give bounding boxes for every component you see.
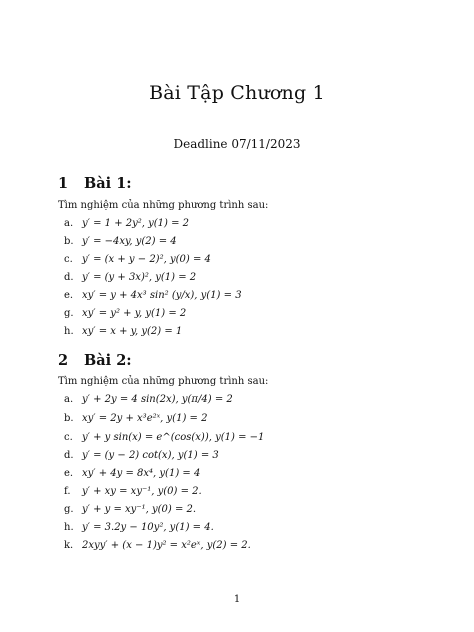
item-label: f. xyxy=(64,486,71,497)
section-number: 2 xyxy=(58,352,69,369)
equation: y′ + y sin(x) = e^(cos(x)), y(1) = −1 xyxy=(82,432,265,443)
equation: y′ = (y + 3x)², y(1) = 2 xyxy=(82,272,197,283)
section-number: 1 xyxy=(58,175,69,192)
equation: xy′ = y + 4x³ sin² (y/x), y(1) = 3 xyxy=(82,290,242,301)
item-label: b. xyxy=(64,236,74,247)
section-1-intro: Tìm nghiệm của những phương trình sau: xyxy=(58,200,269,211)
item-label: h. xyxy=(64,522,74,533)
equation: y′ = 3.2y − 10y², y(1) = 4. xyxy=(82,522,214,533)
section-2-heading xyxy=(58,352,132,369)
equation: y′ = (y − 2) cot(x), y(1) = 3 xyxy=(82,450,219,461)
equation: 2xyy′ + (x − 1)y² = x²eˣ, y(2) = 2. xyxy=(82,540,251,551)
equation: y′ = (x + y − 2)², y(0) = 4 xyxy=(82,254,211,265)
item-label: c. xyxy=(64,432,73,443)
equation: xy′ = y² + y, y(1) = 2 xyxy=(82,308,187,319)
item-label: b. xyxy=(64,413,74,424)
page-number: 1 xyxy=(233,594,241,605)
section-title: Bài 2: xyxy=(84,352,132,369)
deadline: Deadline 07/11/2023 xyxy=(173,137,301,151)
equation: y′ = −4xy, y(2) = 4 xyxy=(82,236,177,247)
equation: y′ + xy = xy⁻¹, y(0) = 2. xyxy=(82,486,202,497)
section-1-heading xyxy=(58,175,132,192)
equation: xy′ + 4y = 8x⁴, y(1) = 4 xyxy=(82,468,201,479)
item-label: d. xyxy=(64,272,74,283)
section-2-intro: Tìm nghiệm của những phương trình sau: xyxy=(58,376,269,387)
section-title: Bài 1: xyxy=(84,175,132,192)
equation: xy′ = x + y, y(2) = 1 xyxy=(82,326,183,337)
item-label: a. xyxy=(64,394,74,405)
equation: y′ = 1 + 2y², y(1) = 2 xyxy=(82,218,190,229)
item-label: e. xyxy=(64,290,74,301)
item-label: d. xyxy=(64,450,74,461)
item-label: g. xyxy=(64,504,74,515)
equation: xy′ = 2y + x³e²ˣ, y(1) = 2 xyxy=(82,413,208,424)
item-label: g. xyxy=(64,308,74,319)
item-label: c. xyxy=(64,254,73,265)
equation: y′ + 2y = 4 sin(2x), y(π/4) = 2 xyxy=(82,394,233,405)
item-label: k. xyxy=(64,540,74,551)
item-label: h. xyxy=(64,326,74,337)
equation: y′ + y = xy⁻¹, y(0) = 2. xyxy=(82,504,197,515)
item-label: e. xyxy=(64,468,74,479)
document-title: Bài Tập Chương 1 xyxy=(149,82,325,104)
item-label: a. xyxy=(64,218,74,229)
